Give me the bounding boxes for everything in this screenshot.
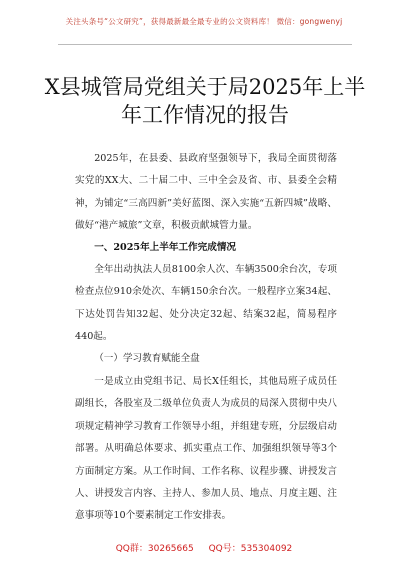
footer-qq-group: QQ群：30265665 bbox=[115, 544, 194, 554]
document-title-line-2: 年工作情况的报告 bbox=[121, 103, 289, 127]
header-divider bbox=[58, 44, 352, 45]
section-1-heading: 一、2025年上半年工作完成情况 bbox=[94, 242, 237, 253]
footer-contacts bbox=[0, 541, 408, 554]
document-title-line-1: X县城管局党组关于局2025年上半 bbox=[44, 75, 366, 99]
footer-qq-number: QQ号：535304092 bbox=[208, 544, 293, 554]
section-1-body: 全年出动执法人员8100余人次、车辆3500余台次，专项检查点位910余处次、车辆150余台次。一般程序立案34起、下达处罚告知32起、处分决定32起、结案32起，简易程序440起。 bbox=[75, 264, 337, 343]
intro-paragraph: 2025年，在县委、县政府坚强领导下，我局全面贯彻落实党的XX大、二十届二中、三中全会及省、市、县委全会精神，为铺定“三高四新”美好蓝图、深入实施“五新四城”战略、做好“港产城旅”文章，积极贡献城管力量。 bbox=[75, 153, 337, 232]
header-notice: 关注头条号“公文研究”，获得最新最全最专业的公文资料库！ 微信：gongwenyj bbox=[65, 17, 343, 26]
document-title bbox=[40, 73, 370, 129]
subsection-1-body: 一是成立由党组书记、局长X任组长，其他局班子成员任副组长，各股室及二级单位负责人为成员的局深入贯彻中央八项规定精神学习教育工作领导小组，并组建专班，分层级启动部署。从明确总体要求、抓实重点工作、加强组织领导等3个方面制定方案。从工作时间、工作名称、议程步骤、讲授发言人、讲授发言内容、主持人、参加人员、地点、月度主题、注意事项等10个要素制定工作安排表。 bbox=[75, 376, 337, 522]
subsection-1-heading: （一）学习教育赋能全盘 bbox=[94, 353, 200, 364]
